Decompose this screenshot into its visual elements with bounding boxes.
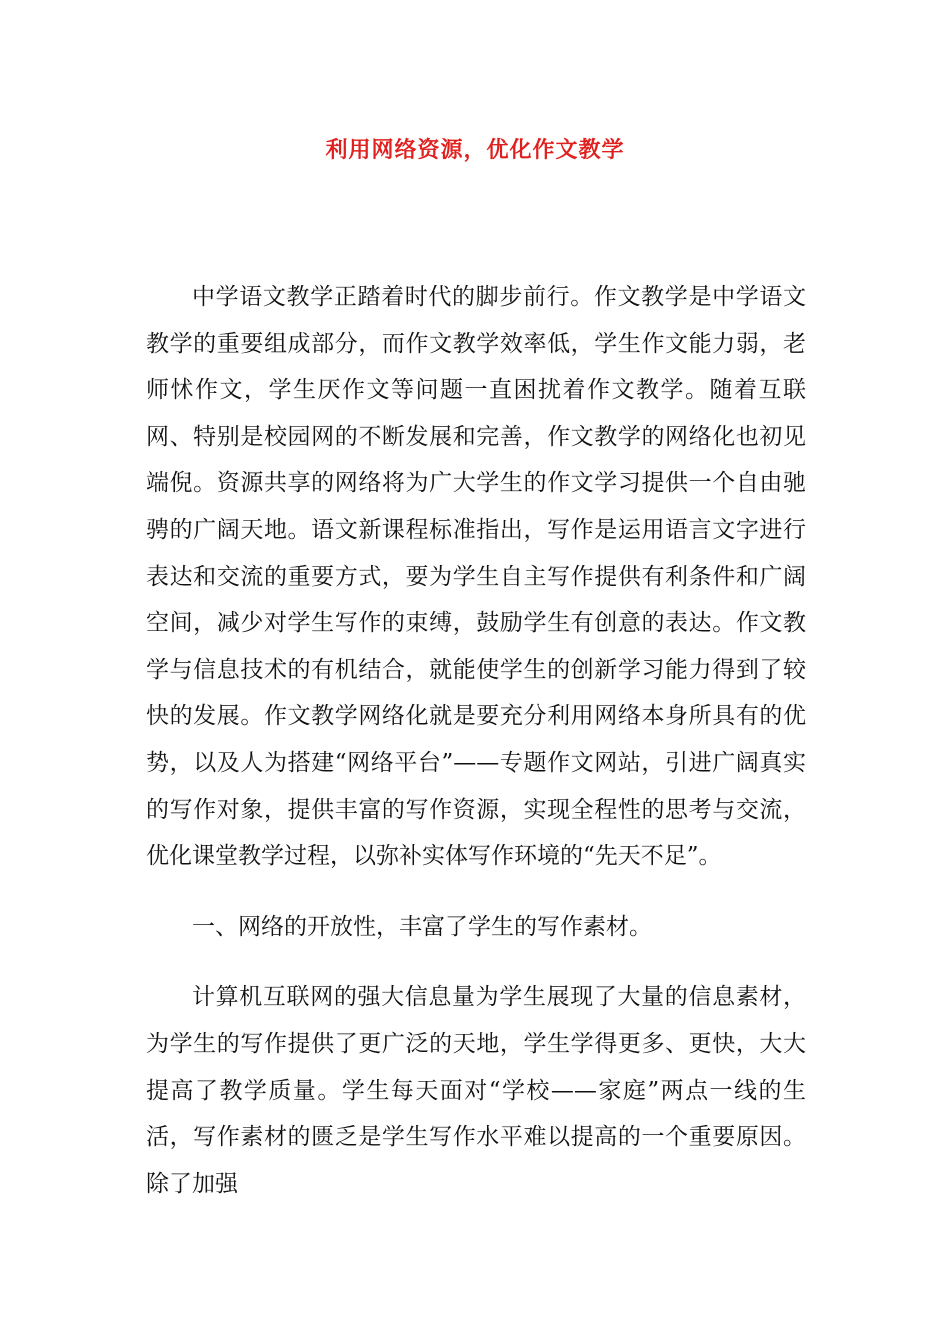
paragraph-spacer [146, 950, 806, 974]
document-body [146, 274, 806, 1207]
paragraph-intro: 中学语文教学正踏着时代的脚步前行。作文教学是中学语文教学的重要组成部分，而作文教学效率低，学生作文能力弱，老师怵作文，学生厌作文等问题一直困扰着作文教学。随着互联网、特别是校园网的不断发展和完善，作文教学的网络化也初见端倪。资源共享的网络将为广大学生的作文学习提供一个自由驰骋的广阔天地。语文新课程标准指出，写作是运用语言文字进行表达和交流的重要方式，要为学生自主写作提供有利条件和广阔空间，减少对学生写作的束缚，鼓励学生有创意的表达。作文教学与信息技术的有机结合，就能使学生的创新学习能力得到了较快的发展。作文教学网络化就是要充分利用网络本身所具有的优势，以及人为搭建“网络平台”——专题作文网站，引进广阔真实的写作对象，提供丰富的写作资源，实现全程性的思考与交流，优化课堂教学过程，以弥补实体写作环境的“先天不足”。 [146, 284, 806, 870]
paragraph-spacer [146, 880, 806, 904]
document-title: 利用网络资源，优化作文教学 [325, 137, 625, 163]
paragraph-section-1: 计算机互联网的强大信息量为学生展现了大量的信息素材，为学生的写作提供了更广泛的天地，学生学得更多、更快，大大提高了教学质量。学生每天面对“学校——家庭”两点一线的生活，写作素材的匮乏是学生写作水平难以提高的一个重要原因。除了加强 [146, 984, 806, 1197]
section-heading-1: 一、网络的开放性，丰富了学生的写作素材。 [192, 913, 652, 940]
